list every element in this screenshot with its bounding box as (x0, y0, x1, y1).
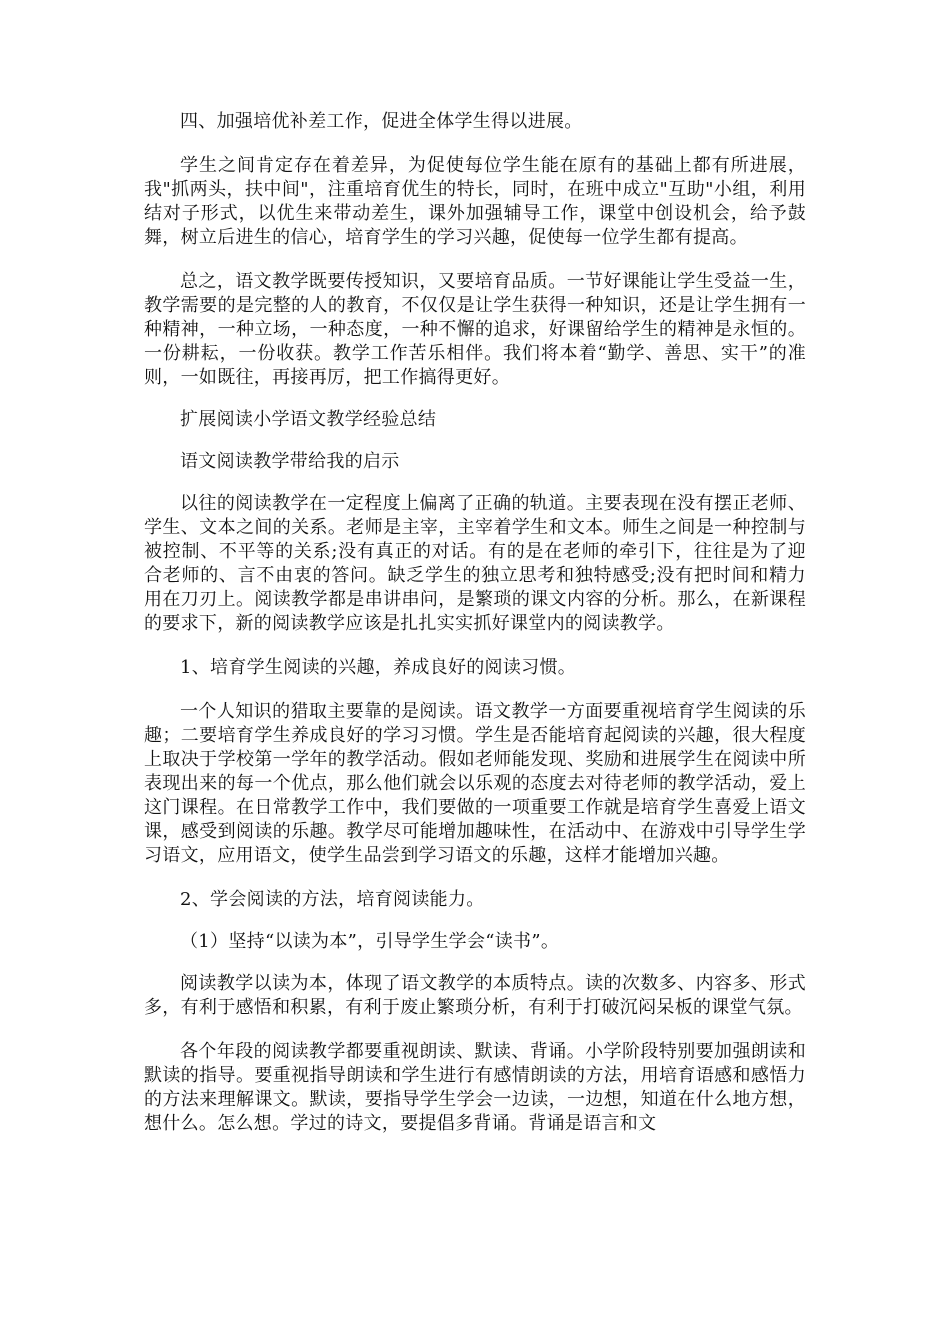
paragraph-grade-reading: 各个年段的阅读教学都要重视朗读、默读、背诵。小学阶段特别要加强朗读和默读的指导。要重视指导朗读和学生进行有感情朗读的方法，用培育语感和感悟力的方法来理解课文。默读，要指导学生学会一边读，一边想，知道在什么地方想，想什么。怎么想。学过的诗文，要提倡多背诵。背诵是语言和文 (144, 1041, 806, 1134)
section-subtitle-reading-insight: 语文阅读教学带给我的启示 (180, 451, 400, 472)
paragraph-conclusion: 总之，语文教学既要传授知识，又要培育品质。一节好课能让学生受益一生，教学需要的是完整的人的教育，不仅仅是让学生获得一种知识，还是让学生拥有一种精神，一种立场，一种态度，一种不懈的追求，好课留给学生的精神是永恒的。一份耕耘，一份收获。教学工作苦乐相伴。我们将本着“勤学、善思、实干”的准则，一如既往，再接再厉，把工作搞得更好。 (144, 271, 806, 388)
paragraph-differences: 学生之间肯定存在着差异，为促使每位学生能在原有的基础上都有所进展，我"抓两头，扶中间"，注重培育优生的特长，同时，在班中成立"互助"小组，利用结对子形式，以优生来带动差生，课外加强辅导工作，课堂中创设机会，给予鼓舞，树立后进生的信心，培育学生的学习兴趣，促使每一位学生都有提高。 (144, 155, 806, 248)
document-body (144, 110, 806, 1136)
heading-point-two: 2、学会阅读的方法，培育阅读能力。 (180, 889, 485, 910)
heading-point-one: 1、培育学生阅读的兴趣，养成良好的阅读习惯。 (180, 657, 577, 678)
paragraph-past-teaching: 以往的阅读教学在一定程度上偏离了正确的轨道。主要表现在没有摆正老师、学生、文本之间的关系。老师是主宰，主宰着学生和文本。师生之间是一种控制与被控制、不平等的关系;没有真正的对话。有的是在老师的牵引下，往往是为了迎合老师的、言不由衷的答问。缺乏学生的独立思考和独特感受;没有把时间和精力用在刀刃上。阅读教学都是串讲串问，是繁琐的课文内容的分析。那么，在新课程的要求下，新的阅读教学应该是扎扎实实抓好课堂内的阅读教学。 (144, 493, 806, 634)
section-title-extended-reading: 扩展阅读小学语文教学经验总结 (180, 409, 437, 430)
heading-four: 四、加强培优补差工作，促进全体学生得以进展。 (180, 111, 583, 132)
paragraph-read-based: 阅读教学以读为本，体现了语文教学的本质特点。读的次数多、内容多、形式多，有利于感悟和积累，有利于废止繁琐分析，有利于打破沉闷呆板的课堂气氛。 (144, 973, 806, 1018)
paragraph-reading-interest: 一个人知识的猎取主要靠的是阅读。语文教学一方面要重视培育学生阅读的乐趣；二要培育学生养成良好的学习习惯。学生是否能培育起阅读的兴趣，很大程度上取决于学校第一学年的教学活动。假如老师能发现、奖励和进展学生在阅读中所表现出来的每一个优点，那么他们就会以乐观的态度去对待老师的教学活动，爱上这门课程。在日常教学工作中，我们要做的一项重要工作就是培育学生喜爱上语文课，感受到阅读的乐趣。教学尽可能增加趣味性，在活动中、在游戏中引导学生学习语文，应用语文，使学生品尝到学习语文的乐趣，这样才能增加兴趣。 (144, 701, 806, 866)
heading-subpoint-one: （1）坚持“以读为本”，引导学生学会“读书”。 (180, 931, 560, 952)
